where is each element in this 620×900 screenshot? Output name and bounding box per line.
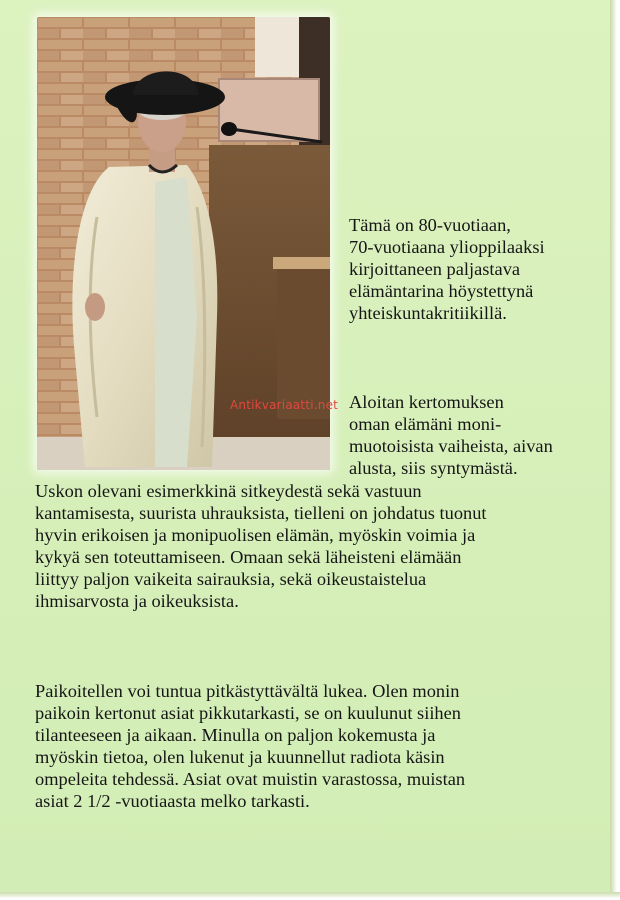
intro-line: yhteiskuntakritiikillä. [349,303,507,323]
second-paragraph-line: oman elämäni moni- [349,414,502,434]
intro-line: kirjoittaneen paljastava [349,259,521,279]
second-paragraph-line: kykyä sen toteuttamiseen. Omaan sekä läheisteni elämään [35,547,462,567]
third-paragraph-line: tilanteeseen ja aikaan. Minulla on paljon kokemusta ja [35,725,436,745]
third-paragraph-line: Paikoitellen voi tuntua pitkästyttävältä lukea. Olen monin [35,681,460,701]
page-bottom-edge [0,892,620,900]
second-paragraph-line: hyvin erikoisen ja monipuolisen elämän, myöskin voimia ja [35,525,476,545]
third-paragraph-line: myöskin tietoa, olen lukenut ja kuunnellut radiota käsin [35,747,445,767]
third-paragraph-line: asiat 2 1/2 -vuotiaasta melko tarkasti. [35,791,310,811]
second-paragraph-start [349,391,589,479]
intro-line: Tämä on 80-vuotiaan, [349,215,511,235]
second-paragraph-line: liittyy paljon vaikeita sairauksia, sekä oikeustaistelua [35,569,427,589]
intro-line: 70-vuotiaana ylioppilaaksi [349,237,545,257]
second-paragraph-line: kantamisesta, suurista uhrauksista, tielleni on johdatus tuonut [35,503,487,523]
second-paragraph-line: muotoisista vaiheista, aivan [349,436,553,456]
second-paragraph-line: alusta, siis syntymästä. [349,458,518,478]
third-paragraph-line: paikoin kertonut asiat pikkutarkasti, se on kuulunut siihen [35,703,461,723]
intro-paragraph [349,214,589,324]
watermark: Antikvariaatti.net [230,398,339,412]
intro-line: elämäntarina höystettynä [349,281,534,301]
second-paragraph-rest [35,480,605,612]
third-paragraph [35,680,605,812]
second-paragraph-line: Uskon olevani esimerkkinä sitkeydestä sekä vastuun [35,481,422,501]
second-paragraph-line: Aloitan kertomuksen [349,392,504,412]
page-edge [610,0,620,900]
second-paragraph-line: ihmisarvosta ja oikeuksista. [35,591,239,611]
third-paragraph-line: ompeleita tehdessä. Asiat ovat muistin varastossa, muistan [35,769,466,789]
